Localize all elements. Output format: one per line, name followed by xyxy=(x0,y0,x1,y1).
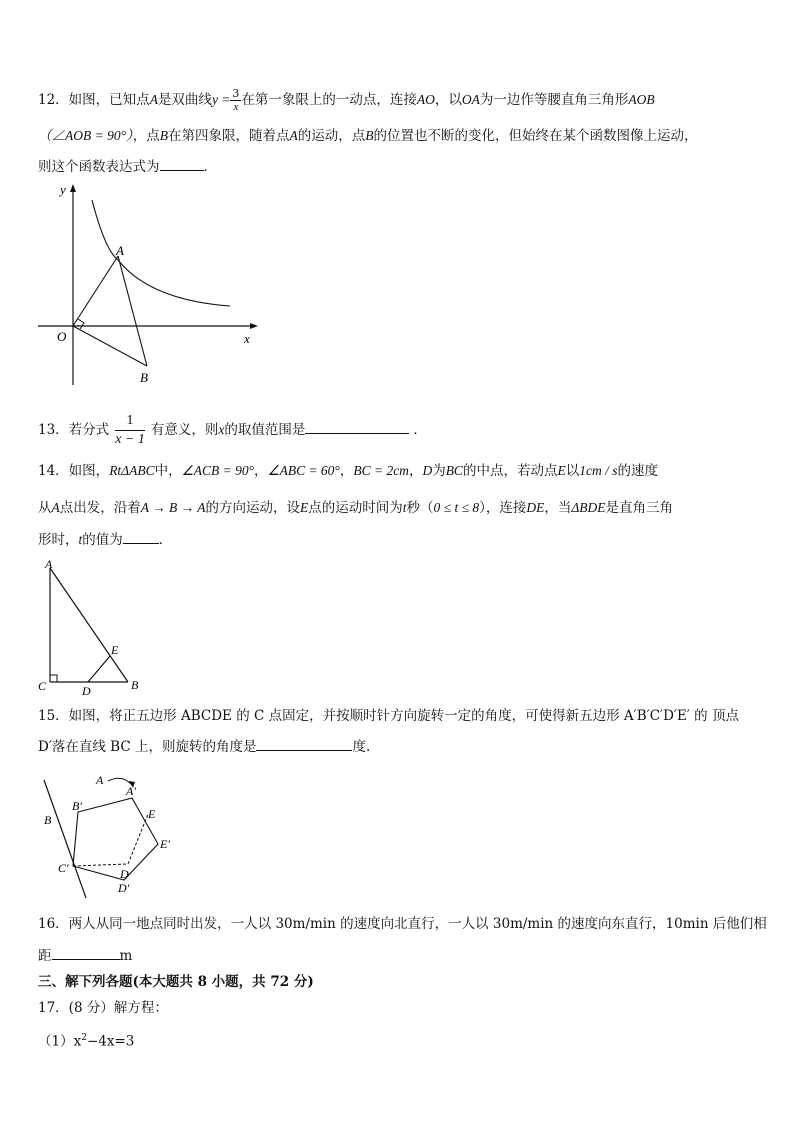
equation-y: y = xyxy=(211,92,231,107)
q15-line-2 xyxy=(38,736,370,757)
var-E: E xyxy=(300,500,309,515)
var-B: B xyxy=(365,128,374,143)
q17-sub1 xyxy=(38,1028,134,1052)
var-A: A xyxy=(51,500,60,515)
fraction-1-over-x-minus-1 xyxy=(115,412,145,449)
label-B: B xyxy=(140,370,148,385)
q16-line-2 xyxy=(38,945,132,966)
var-B: B xyxy=(159,128,169,143)
fraction-numerator: 1 xyxy=(115,412,145,431)
text: 的中点，若动点 xyxy=(462,463,558,479)
label-C-prime: C′ xyxy=(58,861,69,875)
segment-OB xyxy=(73,326,147,366)
text: 的位置也不断的变化，但始终在某个函数图像上运动， xyxy=(373,128,698,144)
var-x: x xyxy=(218,422,225,437)
label-B: B xyxy=(44,813,52,827)
text: 则这个函数表达式为 xyxy=(38,159,160,175)
label-A: A xyxy=(116,243,124,258)
label-D-prime: D′ xyxy=(118,881,130,895)
text: ． xyxy=(203,159,217,175)
dashed-DE xyxy=(128,814,148,864)
segment-AB xyxy=(118,256,147,366)
var-AO: AO xyxy=(416,92,435,107)
label-B-prime: B′ xyxy=(72,799,82,813)
text: ， xyxy=(408,463,423,479)
text: 16．两人从同一地点同时出发，一人以 30m/min 的速度向北直行，一人以 30m/min 的速度向东直行，10min 后他们相 xyxy=(38,916,767,932)
angle-aob: （∠AOB = 90°） xyxy=(38,128,133,143)
label-E: E xyxy=(148,807,156,821)
label-A-prime: A′ xyxy=(126,784,136,798)
speed-value: 1cm / s xyxy=(579,463,618,478)
right-angle-mark xyxy=(78,319,84,329)
text: m xyxy=(119,948,133,964)
length-bc: BC = 2cm xyxy=(353,463,409,478)
segment-DE xyxy=(88,656,110,682)
text: 的取值范围是 xyxy=(224,422,306,438)
label-E-prime: E′ xyxy=(160,837,170,851)
q14-line-3 xyxy=(38,529,172,550)
q12-line-1 xyxy=(38,88,655,113)
x-axis-arrow-icon xyxy=(250,323,258,329)
text: 在第四象限，随着点 xyxy=(168,128,290,144)
q15-line-1 xyxy=(38,706,739,726)
text: 是直角三角 xyxy=(605,500,674,516)
var-A: A xyxy=(149,92,158,107)
answer-blank[interactable] xyxy=(256,736,352,751)
text: 的方向运动，设 xyxy=(205,500,301,516)
var-DE: DE xyxy=(526,500,545,515)
label-C: C xyxy=(38,679,47,693)
angle-acb: ∠ACB = 90° xyxy=(181,463,254,478)
text: 点的运动时间为 xyxy=(308,500,403,516)
q12-figure xyxy=(30,180,270,395)
text: 形时， xyxy=(38,532,79,548)
text: ， xyxy=(253,463,268,479)
q12-line-3 xyxy=(38,156,217,177)
text: ，点 xyxy=(132,128,160,144)
text: ， xyxy=(339,463,354,479)
label-D: D xyxy=(82,684,91,698)
text: ，当 xyxy=(544,500,572,516)
text: 15．如图，将正五边形 ABCDE 的 C 点固定，并按顺时针方向旋转一定的角度，可使得新五边形 A′B′C′D′E′ 的 顶点 xyxy=(38,708,739,724)
segment-AB xyxy=(50,568,128,682)
triangle-bde: ΔBDE xyxy=(571,500,606,515)
fraction-3-over-x xyxy=(230,88,241,113)
segment-OA xyxy=(73,256,118,326)
fraction-denominator: x xyxy=(233,101,239,113)
answer-blank[interactable] xyxy=(52,945,120,960)
q14-figure xyxy=(36,556,156,696)
text: 为 xyxy=(432,463,446,479)
text: ． xyxy=(413,422,427,438)
answer-blank[interactable] xyxy=(305,419,409,434)
q14-line-2 xyxy=(38,498,673,518)
var-t: t xyxy=(78,532,83,547)
text: 在第一象限上的一动点，连接 xyxy=(241,92,417,108)
text: 中， xyxy=(154,463,182,479)
label-A: A xyxy=(45,557,53,571)
text: 秒（ xyxy=(406,500,434,516)
text: 13．若分式 xyxy=(38,422,110,438)
label-O: O xyxy=(57,329,67,344)
text: 17．(8 分）解方程： xyxy=(38,1000,168,1016)
var-AOB: AOB xyxy=(628,92,655,107)
text: 为一边作等腰直角三角形 xyxy=(479,92,629,108)
q17-title xyxy=(38,998,168,1018)
y-axis-arrow-icon xyxy=(70,184,76,192)
label-x: x xyxy=(244,331,250,346)
text: 以 xyxy=(565,463,580,479)
label-D: D xyxy=(120,867,129,881)
right-angle-mark xyxy=(50,675,57,682)
var-BC: BC xyxy=(445,463,463,478)
text: 度. xyxy=(352,739,371,755)
text: D′落在直线 BC 上，则旋转的角度是 xyxy=(38,739,257,755)
exponent: 2 xyxy=(81,1033,87,1043)
pentagon-rotated xyxy=(73,798,158,880)
var-t: t xyxy=(402,500,407,515)
section-title: 三、解下列各题(本大题共 8 小题，共 72 分) xyxy=(38,974,314,990)
hyperbola-curve xyxy=(92,200,230,306)
fraction-numerator: 3 xyxy=(232,87,240,100)
text: 的速度 xyxy=(617,463,658,479)
q15-figure xyxy=(36,768,186,903)
text: 从 xyxy=(38,500,52,516)
line-BC xyxy=(44,780,86,898)
text: ，以 xyxy=(434,92,462,108)
var-E: E xyxy=(557,463,566,478)
q13-line xyxy=(38,410,427,450)
motion-path: A → B → A xyxy=(140,500,206,515)
triangle-rt-abc: RtΔABC xyxy=(109,463,155,478)
q14-line-1 xyxy=(38,461,658,481)
dashed-CD xyxy=(73,864,128,866)
text: 是双曲线 xyxy=(157,92,212,108)
answer-blank[interactable] xyxy=(123,529,159,544)
var-D: D xyxy=(422,463,433,478)
label-B: B xyxy=(131,678,139,692)
text: 12．如图，已知点 xyxy=(38,92,150,108)
range-t: 0 ≤ t ≤ 8 xyxy=(433,500,480,515)
text: 的值为 xyxy=(82,532,123,548)
label-A: A xyxy=(96,773,104,787)
label-y: y xyxy=(60,182,66,197)
label-E: E xyxy=(111,643,119,657)
var-OA: OA xyxy=(461,92,480,107)
q12-line-2 xyxy=(38,126,698,146)
section-heading xyxy=(38,972,314,992)
text: −4x=3 xyxy=(86,1033,135,1050)
text: 有意义，则 xyxy=(150,422,219,438)
text: 14．如图， xyxy=(38,463,110,479)
text: （1）x xyxy=(38,1033,82,1050)
answer-blank[interactable] xyxy=(160,156,204,171)
angle-abc: ∠ABC = 60° xyxy=(267,463,340,478)
q16-line-1 xyxy=(38,914,767,934)
text: 距 xyxy=(38,948,52,964)
text: 点出发，沿着 xyxy=(59,500,141,516)
text: ． xyxy=(158,532,173,548)
var-A: A xyxy=(289,128,298,143)
text: 的运动，点 xyxy=(297,128,366,144)
fraction-denominator: x − 1 xyxy=(115,432,145,447)
text: ），连接 xyxy=(479,500,527,516)
